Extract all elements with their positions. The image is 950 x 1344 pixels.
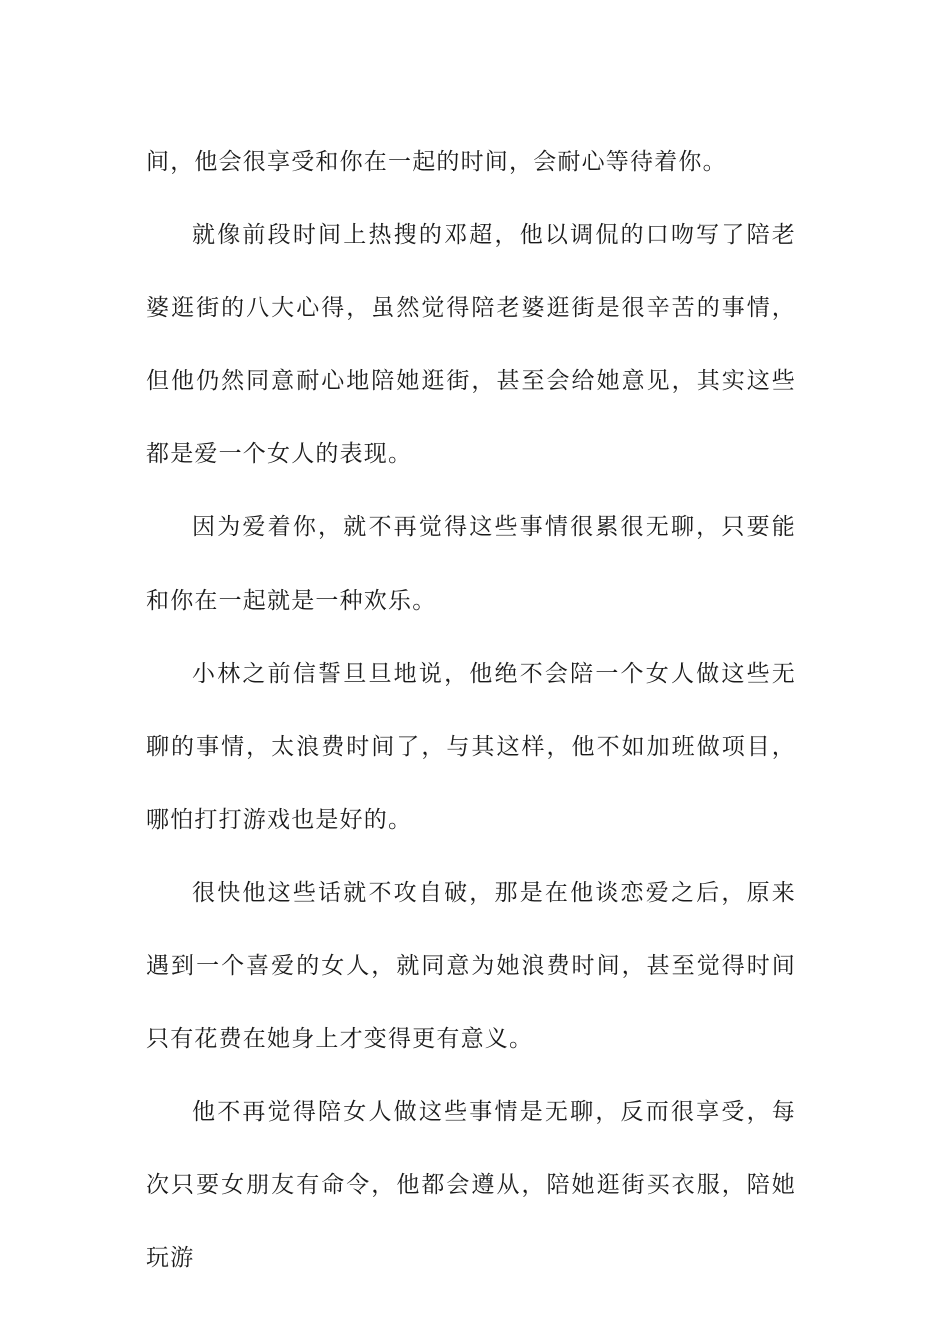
paragraph-because-love: 因为爱着你，就不再觉得这些事情很累很无聊，只要能和你在一起就是一种欢乐。	[146, 514, 796, 614]
document-body	[146, 126, 796, 1296]
paragraph-no-longer-boring: 他不再觉得陪女人做这些事情是无聊，反而很享受，每次只要女朋友有命令，他都会遵从，陪她逛街买衣服，陪她玩游	[146, 1099, 796, 1272]
paragraph-continued: 间，他会很享受和你在一起的时间，会耐心等待着你。	[146, 149, 727, 175]
paragraph-xiao-lin: 小林之前信誓旦旦地说，他绝不会陪一个女人做这些无聊的事情，太浪费时间了，与其这样，他不如加班做项目，哪怕打打游戏也是好的。	[146, 660, 796, 833]
paragraph-deng-chao: 就像前段时间上热搜的邓超，他以调侃的口吻写了陪老婆逛街的八大心得，虽然觉得陪老婆逛街是很辛苦的事情，但他仍然同意耐心地陪她逛街，甚至会给她意见，其实这些都是爱一个女人的表现。	[146, 222, 796, 468]
paragraph-soon-broken: 很快他这些话就不攻自破，那是在他谈恋爱之后，原来遇到一个喜爱的女人，就同意为她浪费时间，甚至觉得时间只有花费在她身上才变得更有意义。	[146, 879, 796, 1053]
